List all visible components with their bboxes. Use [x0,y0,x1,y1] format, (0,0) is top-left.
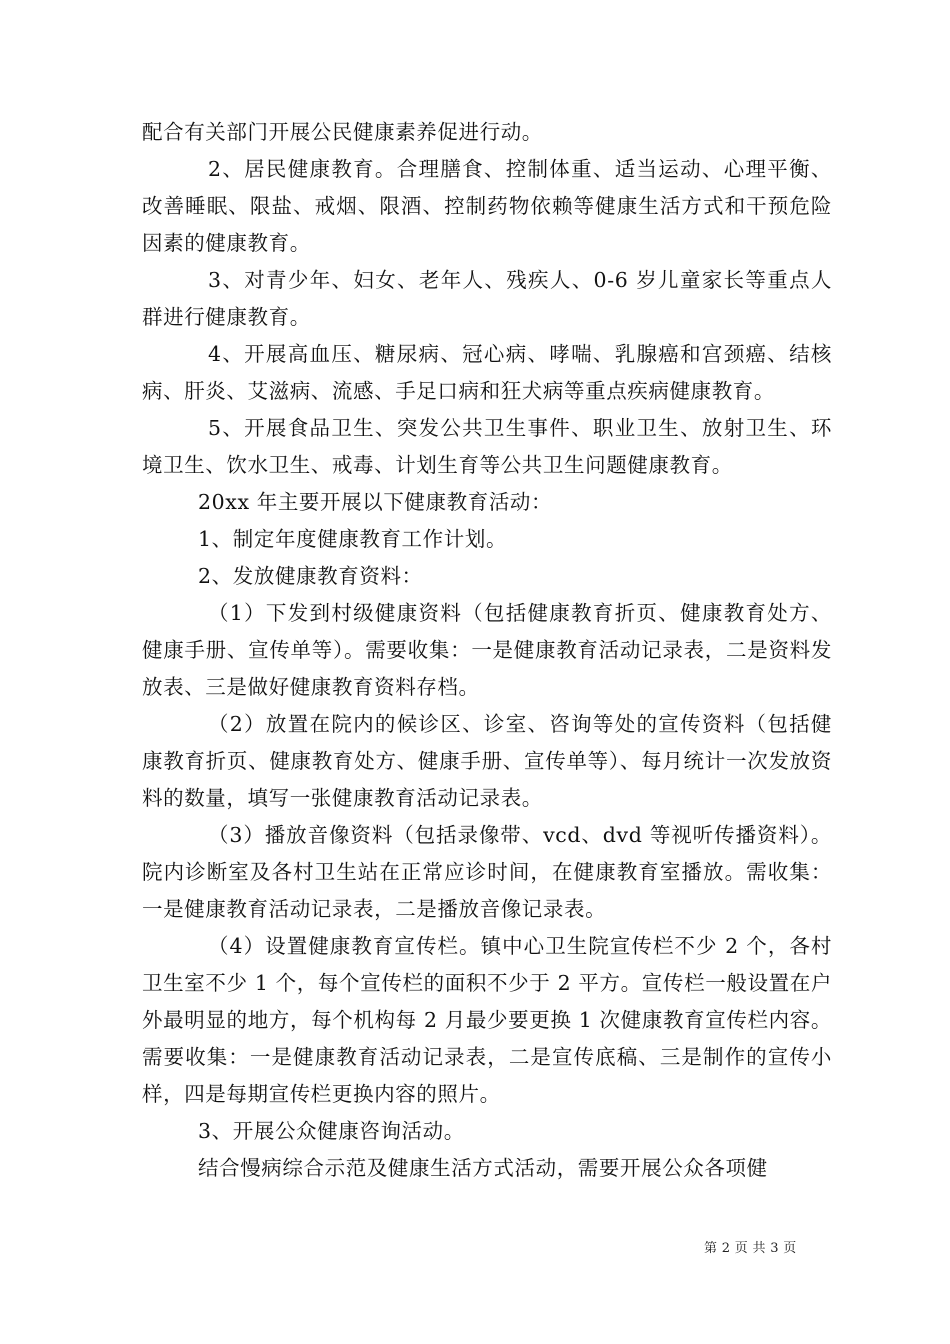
paragraph-public-consultation: 3、开展公众健康咨询活动。 [198,1119,465,1143]
paragraph-village-materials: （1）下发到村级健康资料（包括健康教育折页、健康教育处方、健康手册、宣传单等）。需要收集：一是健康教育活动记录表，二是资料发放表、三是做好健康教育资料存档。 [142,601,832,699]
paragraph-bulletin-boards: （4）设置健康教育宣传栏。镇中心卫生院宣传栏不少 2 个，各村卫生室不少 1 个，每个宣传栏的面积不少于 2 平方。宣传栏一般设置在户外最明显的地方，每个机构每 2 月最少要更换 1 次健康教育宣传栏内容。需要收集：一是健康教育活动记录表，二是宣传底稿、三是制作的宣传小样，四是每期宣传栏更换内容的照片。 [142,934,832,1106]
paragraph-resident-health-education: 2、居民健康教育。合理膳食、控制体重、适当运动、心理平衡、改善睡眠、限盐、戒烟、限酒、控制药物依赖等健康生活方式和干预危险因素的健康教育。 [142,157,832,255]
paragraph-audio-video: （3）播放音像资料（包括录像带、vcd、dvd 等视听传播资料）。院内诊断室及各村卫生站在正常应诊时间，在健康教育室播放。需收集：一是健康教育活动记录表，二是播放音像记录表。 [142,823,832,921]
document-body [142,114,832,1187]
paragraph-key-populations: 3、对青少年、妇女、老年人、残疾人、0-6 岁儿童家长等重点人群进行健康教育。 [142,268,832,329]
paragraph-annual-plan: 1、制定年度健康教育工作计划。 [198,527,508,551]
paragraph-key-diseases: 4、开展高血压、糖尿病、冠心病、哮喘、乳腺癌和宫颈癌、结核病、肝炎、艾滋病、流感、手足口病和狂犬病等重点疾病健康教育。 [142,342,832,403]
paragraph-public-health-issues: 5、开展食品卫生、突发公共卫生事件、职业卫生、放射卫生、环境卫生、饮水卫生、戒毒、计划生育等公共卫生问题健康教育。 [142,416,832,477]
paragraph-distribute-materials: 2、发放健康教育资料： [198,564,423,588]
paragraph-chronic-disease-demo: 结合慢病综合示范及健康生活方式活动，需要开展公众各项健 [198,1156,768,1180]
paragraph-hospital-materials: （2）放置在院内的候诊区、诊室、咨询等处的宣传资料（包括健康教育折页、健康教育处方、健康手册、宣传单等）、每月统计一次发放资料的数量，填写一张健康教育活动记录表。 [142,712,832,810]
paragraph-continuation: 配合有关部门开展公民健康素养促进行动。 [142,120,543,144]
paragraph-annual-activities-intro: 20xx 年主要开展以下健康教育活动： [198,490,553,514]
page-number: 第 2 页 共 3 页 [704,1241,797,1256]
